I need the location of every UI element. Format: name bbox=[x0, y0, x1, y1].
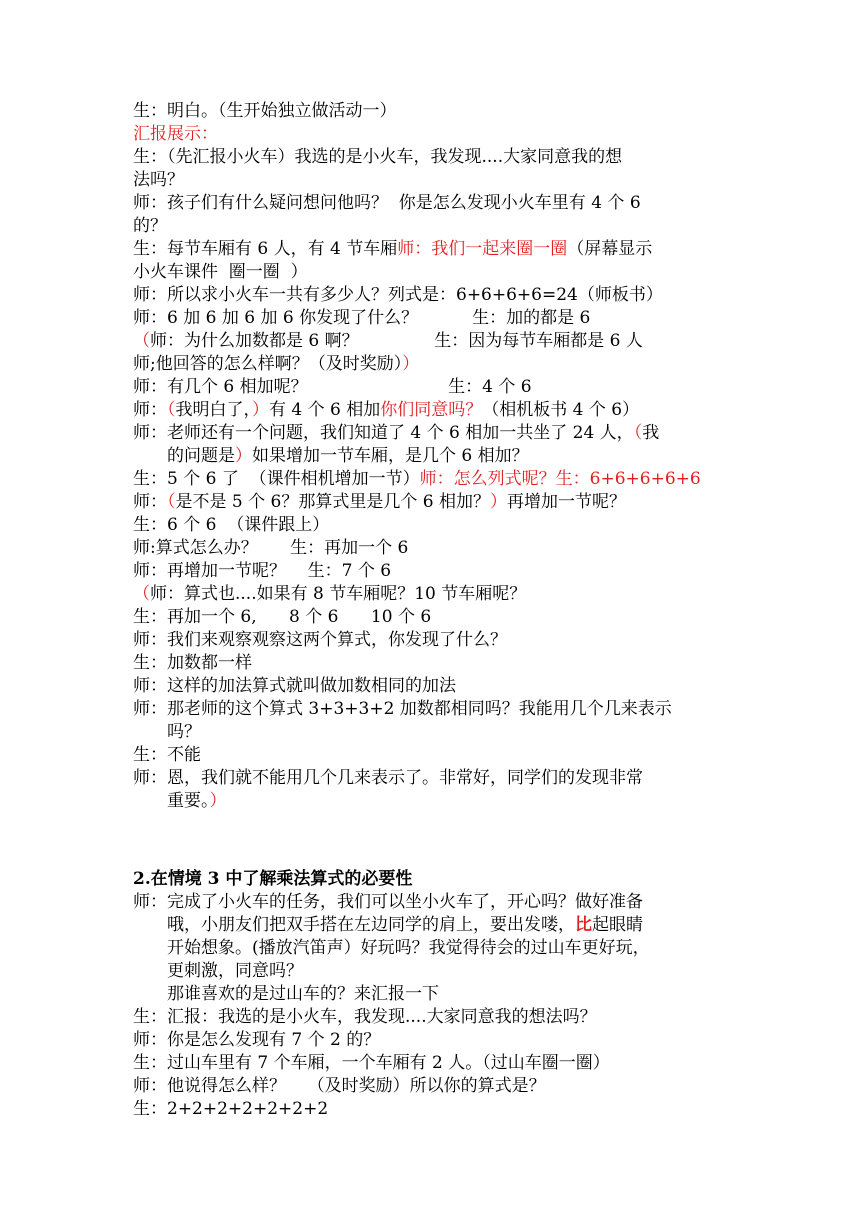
text-line bbox=[133, 767, 733, 790]
text-segment: 生：不能 bbox=[133, 745, 201, 765]
text-line bbox=[133, 583, 733, 606]
text-line bbox=[133, 376, 733, 399]
text-line bbox=[133, 1052, 733, 1075]
document-page bbox=[133, 100, 733, 1121]
text-line bbox=[133, 422, 733, 445]
text-segment: 吗？ bbox=[167, 722, 201, 742]
text-line bbox=[133, 445, 733, 468]
text-line bbox=[133, 100, 733, 123]
text-segment: 开始想象。(播放汽笛声）好玩吗？我觉得待会的过山车更好玩， bbox=[167, 938, 650, 958]
text-segment: 重要。 bbox=[167, 791, 210, 811]
text-segment: 师:算式怎么办？ 生：再加一个 6 bbox=[133, 538, 409, 558]
text-segment: 如果增加一节车厢，是几个 6 相加？ bbox=[252, 446, 529, 466]
red-text-segment: （ bbox=[633, 423, 643, 443]
red-text-segment: 师：怎么列式呢？生：6+6+6+6+6 bbox=[419, 469, 701, 489]
text-line bbox=[133, 652, 733, 675]
text-segment: 那谁喜欢的是过山车的？来汇报一下 bbox=[167, 984, 439, 1004]
text-segment: 生：每节车厢有 6 人，有 4 节车厢 bbox=[133, 239, 398, 259]
text-segment: 我明白了， bbox=[175, 400, 252, 420]
text-line bbox=[133, 307, 733, 330]
text-line bbox=[133, 675, 733, 698]
text-line bbox=[133, 1098, 733, 1121]
text-segment: 起眼睛 bbox=[592, 915, 643, 935]
text-line bbox=[133, 744, 733, 767]
text-segment: 的？ bbox=[133, 216, 167, 236]
red-text-segment: 汇报展示： bbox=[133, 124, 218, 144]
red-text-segment: ） bbox=[252, 400, 269, 420]
text-segment: 师：有几个 6 相加呢？ 生：4 个 6 bbox=[133, 377, 532, 397]
text-line bbox=[133, 169, 733, 192]
text-line bbox=[133, 914, 733, 937]
text-line bbox=[133, 698, 733, 721]
text-segment: 师：算式也....如果有 8 节车厢呢？10 节车厢呢？ bbox=[150, 584, 527, 604]
text-segment: 生：再加一个 6, 8 个 6 10 个 6 bbox=[133, 607, 432, 627]
text-line bbox=[133, 790, 733, 813]
text-line bbox=[133, 284, 733, 307]
text-line bbox=[133, 1029, 733, 1052]
text-segment: 哦，小朋友们把双手搭在左边同学的肩上，要出发喽， bbox=[167, 915, 575, 935]
text-segment: 生：汇报：我选的是小火车，我发现....大家同意我的想法吗？ bbox=[133, 1007, 597, 1027]
text-segment: 师：6 加 6 加 6 加 6 你发现了什么？ 生：加的都是 6 bbox=[133, 308, 591, 328]
text-line bbox=[133, 629, 733, 652]
text-segment: 师：他说得怎么样？ （及时奖励）所以你的算式是？ bbox=[133, 1076, 546, 1096]
text-segment: 生：5 个 6 了 （课件相机增加一节） bbox=[133, 469, 420, 489]
text-segment: （屏幕显示 bbox=[567, 239, 653, 259]
text-segment: 生：（先汇报小火车）我选的是小火车，我发现....大家同意我的想 bbox=[133, 147, 623, 167]
text-segment: 是不是 5 个 6？那算式里是几个 6 相加？ bbox=[175, 492, 490, 512]
red-text-segment: 师：我们一起来圈一圈 bbox=[397, 239, 568, 259]
text-segment: 生：过山车里有 7 个车厢，一个车厢有 2 人。（过山车圈一圈） bbox=[133, 1053, 610, 1073]
text-segment: 师：老师还有一个问题，我们知道了 4 个 6 相加一共坐了 24 人， bbox=[133, 423, 634, 443]
text-line bbox=[133, 960, 733, 983]
text-line bbox=[133, 514, 733, 537]
text-segment: 有 4 个 6 相加 bbox=[269, 400, 381, 420]
text-segment: 师;他回答的怎么样啊？（及时奖励） bbox=[133, 354, 403, 374]
text-segment: 师：完成了小火车的任务，我们可以坐小火车了，开心吗？做好准备 bbox=[133, 892, 643, 912]
text-segment: 师：为什么加数都是 6 啊？ 生：因为每节车厢都是 6 人 bbox=[150, 331, 643, 351]
text-segment: 再增加一节呢？ bbox=[506, 492, 626, 512]
text-segment: 2.在情境 3 中了解乘法算式的必要性 bbox=[133, 869, 413, 889]
red-text-segment: 你们同意吗？ bbox=[380, 400, 483, 420]
text-line bbox=[133, 606, 733, 629]
text-line bbox=[133, 353, 733, 376]
text-segment: 师：再增加一节呢？ 生：7 个 6 bbox=[133, 561, 392, 581]
text-segment: 师：那老师的这个算式 3+3+3+2 加数都相同吗？我能用几个几来表示 bbox=[133, 699, 672, 719]
red-text-segment: ） bbox=[489, 492, 507, 512]
text-line bbox=[133, 192, 733, 215]
text-segment: 师：孩子们有什么疑问想问他吗？ 你是怎么发现小火车里有 4 个 6 bbox=[133, 193, 641, 213]
text-segment: 师：恩，我们就不能用几个几来表示了。非常好，同学们的发现非常 bbox=[133, 768, 643, 788]
text-line bbox=[133, 537, 733, 560]
red-text-segment: （ bbox=[167, 492, 176, 512]
text-segment: 生：明白。（生开始独立做活动一） bbox=[133, 101, 397, 121]
text-segment: 法吗？ bbox=[133, 170, 184, 190]
text-segment: 生：2+2+2+2+2+2+2 bbox=[133, 1099, 329, 1119]
red-text-segment: （ bbox=[133, 331, 150, 351]
text-segment: 生：加数都一样 bbox=[133, 653, 252, 673]
text-segment: 师：这样的加法算式就叫做加数相同的加法 bbox=[133, 676, 456, 696]
text-line bbox=[133, 468, 733, 491]
text-line bbox=[133, 146, 733, 169]
text-line bbox=[133, 891, 733, 914]
text-segment: 师：所以求小火车一共有多少人？列式是：6+6+6+6=24（师板书） bbox=[133, 285, 663, 305]
text-line bbox=[133, 721, 733, 744]
text-segment: 更刺激，同意吗？ bbox=[167, 961, 303, 981]
text-line bbox=[133, 1075, 733, 1098]
text-segment: 生：6 个 6 （课件跟上） bbox=[133, 515, 330, 535]
text-line bbox=[133, 215, 733, 238]
text-line bbox=[133, 937, 733, 960]
text-segment: 师： bbox=[133, 492, 167, 512]
text-segment: 的问题是 bbox=[167, 446, 235, 466]
red-text-segment: （ bbox=[133, 584, 150, 604]
blank-line bbox=[133, 829, 733, 852]
red-text-segment: ） bbox=[402, 354, 420, 374]
text-segment: 小火车课件 圈一圈 ） bbox=[133, 262, 308, 282]
text-segment: 我 bbox=[642, 423, 660, 443]
text-line bbox=[133, 1006, 733, 1029]
text-line bbox=[133, 330, 733, 353]
red-text-segment: ） bbox=[209, 791, 227, 811]
text-segment: 师： bbox=[133, 400, 167, 420]
text-line bbox=[133, 238, 733, 261]
text-segment: 师：你是怎么发现有 7 个 2 的？ bbox=[133, 1030, 381, 1050]
red-text-segment: （ bbox=[167, 400, 176, 420]
section-heading bbox=[133, 868, 733, 891]
text-line bbox=[133, 123, 733, 146]
text-segment: （相机板书 4 个 6） bbox=[482, 400, 640, 420]
text-segment: 师：我们来观察观察这两个算式，你发现了什么？ bbox=[133, 630, 507, 650]
text-line bbox=[133, 399, 733, 422]
text-line bbox=[133, 491, 733, 514]
red-text-segment: 比 bbox=[575, 915, 592, 935]
red-text-segment: ） bbox=[235, 446, 252, 466]
text-line bbox=[133, 983, 733, 1006]
text-line bbox=[133, 261, 733, 284]
text-line bbox=[133, 560, 733, 583]
